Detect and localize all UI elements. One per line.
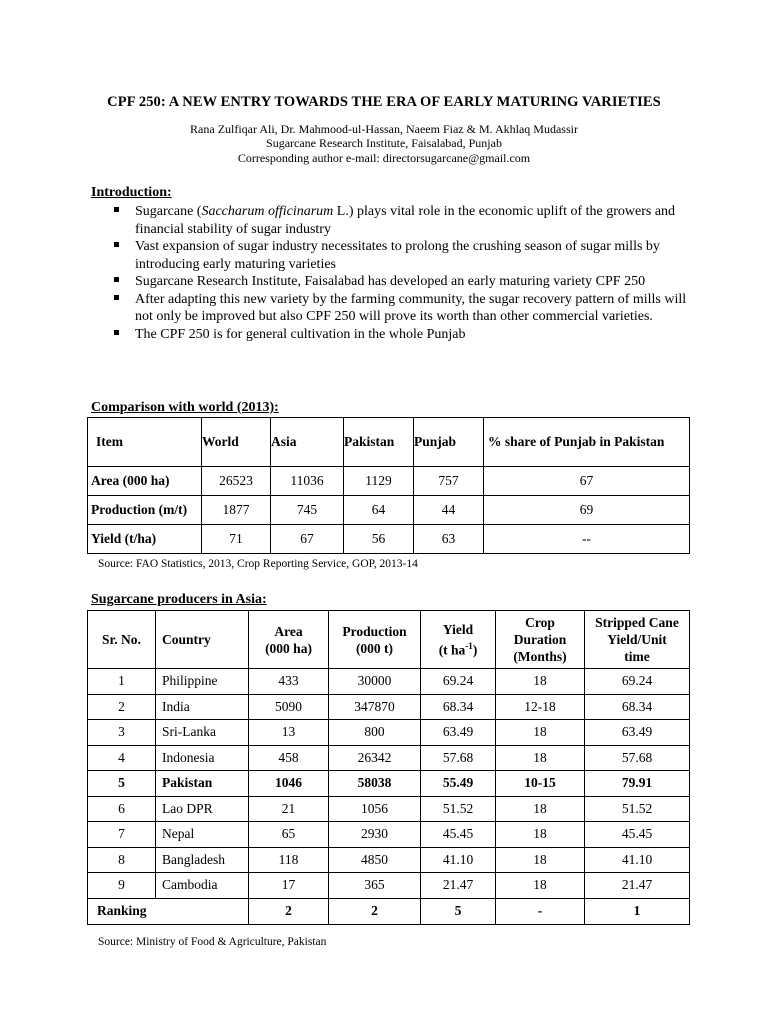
table-cell: 118 [249,847,329,873]
table-row [88,720,690,746]
ranking-row [88,898,690,924]
comparison-heading: Comparison with world (2013): [91,400,279,415]
asia-source: Source: Ministry of Food & Agriculture, Pakistan [98,936,327,948]
header-cell: Sr. No. [88,611,156,669]
table-cell: 21.47 [421,873,496,899]
bullet-text: Sugarcane Research Institute, Faisalabad has developed an early maturing variety CPF 250 [135,274,646,289]
header-cell [585,611,690,669]
table-cell: 57.68 [421,745,496,771]
table-cell: 433 [249,669,329,695]
table-cell: 7 [88,822,156,848]
species-name: Saccharum officinarum [201,204,334,219]
table-cell: 68.34 [421,694,496,720]
table-header-row [88,418,690,467]
bullet-square-icon [114,330,119,335]
table-cell: 41.10 [421,847,496,873]
country-cell: Nepal [156,822,249,848]
asia-producers-table [87,610,690,925]
table-cell: 18 [496,847,585,873]
country-cell: India [156,694,249,720]
table-row [88,525,690,554]
country-cell: Bangladesh [156,847,249,873]
table-cell: 63.49 [585,720,690,746]
table-cell: 67 [484,467,690,496]
header-cell: Pakistan [344,418,414,467]
table-cell: 11036 [271,467,344,496]
table-cell: 5090 [249,694,329,720]
bullet-item [91,326,691,344]
table-cell: 18 [496,796,585,822]
table-cell: 21 [249,796,329,822]
table-cell: -- [484,525,690,554]
table-cell: 800 [329,720,421,746]
table-cell: 9 [88,873,156,899]
table-cell: 63.49 [421,720,496,746]
table-row [88,796,690,822]
header-cell: % share of Punjab in Pakistan [484,418,690,467]
table-cell: 45.45 [585,822,690,848]
table-cell: 55.49 [421,771,496,797]
table-row [88,822,690,848]
country-cell: Cambodia [156,873,249,899]
header-cell [496,611,585,669]
header-cell: Country [156,611,249,669]
bullet-square-icon [114,242,119,247]
table-cell: 18 [496,822,585,848]
table-cell: 26342 [329,745,421,771]
table-cell: 65 [249,822,329,848]
bullet-text: Sugarcane ( [135,204,202,219]
header-text: (Months) [513,649,567,664]
row-label: Yield (t/ha) [88,525,202,554]
table-cell: 68.34 [585,694,690,720]
header-text: (000 ha) [265,640,312,656]
header-cell: Item [88,418,202,467]
table-row [88,873,690,899]
header-text: (000 t) [355,640,394,656]
table-cell: 1056 [329,796,421,822]
table-cell: 18 [496,745,585,771]
table-row [88,496,690,525]
bullet-square-icon [114,277,119,282]
bullet-square-icon [114,295,119,300]
comparison-source: Source: FAO Statistics, 2013, Crop Reporting Service, GOP, 2013-14 [98,558,418,570]
table-cell: 18 [496,873,585,899]
introduction-bullets [91,203,691,343]
country-cell: Pakistan [156,771,249,797]
table-row [88,669,690,695]
table-cell: 5 [421,898,496,924]
table-cell: 12-18 [496,694,585,720]
header-text: ) [472,642,478,658]
table-cell: 13 [249,720,329,746]
table-cell: 17 [249,873,329,899]
header-text: (t ha [438,642,466,658]
header-text: Yield [442,621,474,637]
header-text: Stripped Cane [595,615,679,630]
header-text: Yield/Unit [607,632,667,647]
header-text: Production [342,623,407,639]
table-cell: 51.52 [421,796,496,822]
table-cell: 1129 [344,467,414,496]
table-cell: 4850 [329,847,421,873]
header-text: Crop [525,615,555,630]
table-cell: 57.68 [585,745,690,771]
table-cell: 8 [88,847,156,873]
table-cell: 44 [414,496,484,525]
authors: Rana Zulfiqar Ali, Dr. Mahmood-ul-Hassan, Naeem Fiaz & M. Akhlaq Mudassir [190,122,578,136]
table-cell: 365 [329,873,421,899]
table-cell: 51.52 [585,796,690,822]
table-cell: 67 [271,525,344,554]
table-cell: 2 [88,694,156,720]
table-cell: 10-15 [496,771,585,797]
comparison-table [87,417,690,554]
table-cell: 21.47 [585,873,690,899]
table-cell: 458 [249,745,329,771]
table-cell: 347870 [329,694,421,720]
header-cell [249,611,329,669]
header-cell: Punjab [414,418,484,467]
header-text: Area [274,623,303,639]
table-row-highlighted [88,771,690,797]
bullet-text: Vast expansion of sugar industry necessitates to prolong the crushing season of sugar mills by introducing early maturing varieties [135,239,660,272]
table-cell: 79.91 [585,771,690,797]
country-cell: Indonesia [156,745,249,771]
corresponding-email: Corresponding author e-mail: directorsugarcane@gmail.com [237,151,531,165]
table-cell: 71 [202,525,271,554]
ranking-label: Ranking [88,898,249,924]
bullet-item [91,291,691,326]
header-text: Duration [513,632,567,647]
table-cell: 6 [88,796,156,822]
header-cell [421,611,496,669]
table-cell: 30000 [329,669,421,695]
row-label: Production (m/t) [88,496,202,525]
country-cell: Philippine [156,669,249,695]
introduction-heading: Introduction: [91,185,172,200]
table-header-row [88,611,690,669]
table-cell: 69.24 [421,669,496,695]
country-cell: Lao DPR [156,796,249,822]
header-cell: World [202,418,271,467]
table-row [88,694,690,720]
table-cell: 26523 [202,467,271,496]
table-cell: 64 [344,496,414,525]
table-cell: 41.10 [585,847,690,873]
row-label: Area (000 ha) [88,467,202,496]
bullet-item [91,203,691,238]
table-row [88,745,690,771]
bullet-text: After adapting this new variety by the farming community, the sugar recovery pattern of mills will not only be improved but also CPF 250 will prove its worth than other commercial varieties. [135,291,687,324]
table-cell: 3 [88,720,156,746]
table-cell: 2 [249,898,329,924]
paper-title: CPF 250: A NEW ENTRY TOWARDS THE ERA OF EARLY MATURING VARIETIES [107,94,661,110]
header-superscript: -1 [465,640,473,651]
table-cell: 58038 [329,771,421,797]
table-row [88,467,690,496]
asia-heading: Sugarcane producers in Asia: [91,592,267,607]
table-cell: 1877 [202,496,271,525]
table-cell: 69.24 [585,669,690,695]
table-cell: 18 [496,720,585,746]
table-cell: 5 [88,771,156,797]
table-cell: 56 [344,525,414,554]
table-cell: 63 [414,525,484,554]
bullet-text: L.) plays vital role in the economic uplift of the growers and financial stability of sugar industry [135,204,676,237]
bullet-item [91,273,691,291]
table-cell: 18 [496,669,585,695]
table-cell: 1 [585,898,690,924]
table-cell: 1 [88,669,156,695]
header-cell [329,611,421,669]
table-cell: 1046 [249,771,329,797]
table-cell: 2 [329,898,421,924]
table-cell: 69 [484,496,690,525]
header-cell: Asia [271,418,344,467]
table-cell: 745 [271,496,344,525]
table-cell: 4 [88,745,156,771]
table-cell: 45.45 [421,822,496,848]
bullet-item [91,238,691,273]
header-text: time [624,649,650,664]
table-row [88,847,690,873]
bullet-square-icon [114,207,119,212]
bullet-text: The CPF 250 is for general cultivation in the whole Punjab [135,326,466,342]
country-cell: Sri-Lanka [156,720,249,746]
table-cell: 757 [414,467,484,496]
table-cell: 2930 [329,822,421,848]
table-cell: - [496,898,585,924]
institute: Sugarcane Research Institute, Faisalabad, Punjab [266,136,502,150]
